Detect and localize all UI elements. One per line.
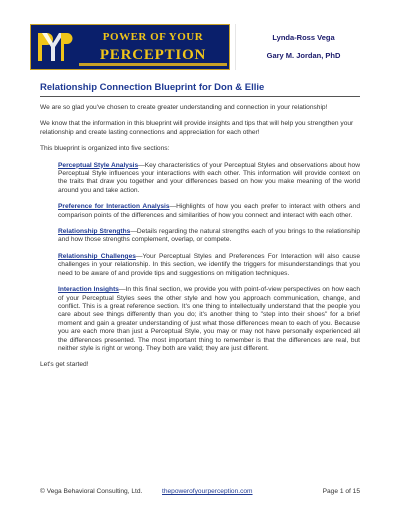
pyp-logo-mark-icon [35,29,73,65]
section-text: —Details regarding the natural strengths each of you brings to the relationship and how those strengths complement, overlap, or compete. [58,228,361,244]
section-heading: Preference for Interaction Analysis [58,203,170,211]
page-footer [40,488,360,498]
section-heading: Perceptual Style Analysis [58,161,139,169]
logo-line-1: POWER OF YOUR [102,31,204,43]
logo-underline [79,63,227,66]
author-name-1: Lynda-Ross Vega [272,33,335,42]
intro-paragraph-1: We are so glad you've chosen to create greater understanding and connection in your relationship! [40,104,328,111]
section-text: —Highlights of how you each prefer to interact with others and comparison points of the differences and similarities of how you connect and interact with each other. [58,203,360,219]
section-heading: Relationship Strengths [58,228,131,236]
document-body [40,104,360,378]
authors-block [235,24,370,70]
section-relationship-strengths [58,228,360,245]
document-title: Relationship Connection Blueprint for Don & Ellie [40,82,265,93]
closing-line: Let's get started! [40,361,89,369]
section-relationship-challenges [58,253,360,278]
intro-paragraph-3: This blueprint is organized into five sections: [40,145,170,153]
copyright-text: © Vega Behavioral Consulting, Ltd. [40,488,143,495]
page-number: Page 1 of 15 [322,488,360,495]
title-divider [40,96,360,97]
section-heading: Relationship Challenges [58,252,136,260]
section-preference-for-interaction [58,203,360,220]
section-interaction-insights [58,286,360,353]
logo [30,24,230,70]
website-link[interactable]: thepowerofyourperception.com [162,488,253,495]
section-perceptual-style-analysis [58,162,360,196]
page-header [30,24,370,70]
logo-wordmark [79,29,227,65]
author-name-2: Gary M. Jordan, PhD [266,51,341,60]
section-text: —Key characteristics of your Perceptual Styles and observations about how Perceptual Style influences your interactions with each other. This information will provide context on the traits that draw you together and your differences based on how you make meaning of the world around you and take action. [58,161,360,194]
intro-paragraph-2: We know that the information in this blueprint will provide insights and tips that will help you strengthen your relationship and create lasting connections and appreciation for each other! [40,120,354,136]
section-heading: Interaction Insights [58,286,119,294]
logo-line-2: PERCEPTION [99,47,207,63]
section-text: —Your Perceptual Styles and Preferences For Interaction will also cause challenges in your relationship. In this section, we identify the triggers for misunderstandings that you need to be aware of and provide tips and suggestions on mitigation techniques. [58,252,360,277]
section-text: —In this final section, we provide you with point-of-view perspectives on how each of your Perceptual Styles sees the other style and how you approach communication, change, and conflict. This is a great reference section. It's one thing to intellectually understand that the people you care about see things differently than you do; it's another thing to "step into their shoes" for a brief moment and gain a greater understanding of just what those differences mean to each of you. Because you are each more than just a Perceptual Style, you may or may not have personally experienced all the differences presented. The most important thing to remember is that the differences are real, but neither style is right or wrong. They both are valid; they are just different. [58,286,360,352]
